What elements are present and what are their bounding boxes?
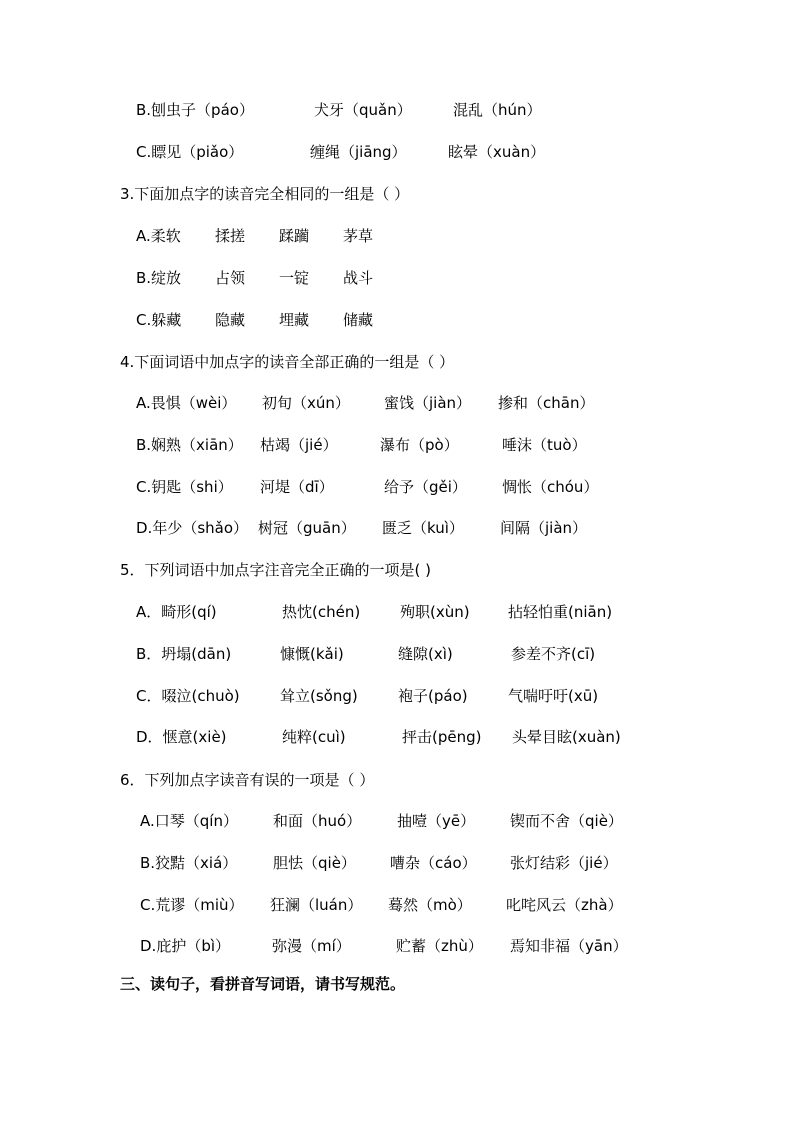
q5-a-word-3: 殉职(xùn) bbox=[400, 603, 470, 621]
q6-option-b bbox=[0, 851, 794, 875]
q6-a-word-4: 锲而不舍（qiè） bbox=[510, 812, 623, 830]
q6-c-word-3: 蓦然（mò） bbox=[388, 896, 472, 914]
q6-stem-text: 6．下列加点字读音有误的一项是（ ） bbox=[120, 771, 375, 789]
q2-c-word-1: C.瞟见（piǎo） bbox=[136, 143, 244, 161]
q3-a-word-1: A.柔软 bbox=[136, 227, 181, 245]
q3-option-b bbox=[0, 266, 794, 290]
q3-b-word-2: 占领 bbox=[215, 269, 246, 287]
section-3-heading bbox=[0, 972, 794, 996]
q5-stem-text: 5．下列词语中加点字注音完全正确的一项是( ) bbox=[120, 561, 432, 579]
q4-a-word-1: A.畏惧（wèi） bbox=[136, 394, 237, 412]
q4-c-word-4: 惆怅（chóu） bbox=[502, 478, 599, 496]
q6-b-word-4: 张灯结彩（jié） bbox=[510, 854, 618, 872]
q5-b-word-2: 慷慨(kǎi) bbox=[280, 645, 344, 663]
q5-b-word-4: 参差不齐(cī) bbox=[511, 645, 596, 663]
q5-c-word-1: C．啜泣(chuò) bbox=[136, 687, 240, 705]
q6-d-word-3: 贮蓄（zhù） bbox=[396, 937, 483, 955]
q6-c-word-2: 狂澜（luán） bbox=[270, 896, 363, 914]
q3-b-word-4: 战斗 bbox=[343, 269, 374, 287]
q4-d-word-2: 树冠（guān） bbox=[258, 519, 356, 537]
q4-c-word-3: 给予（gěi） bbox=[384, 478, 467, 496]
q3-stem-text: 3.下面加点字的读音完全相同的一组是（ ） bbox=[120, 185, 410, 203]
q3-c-word-4: 储藏 bbox=[343, 311, 374, 329]
q2-c-word-3: 眩晕（xuàn） bbox=[448, 143, 546, 161]
q5-stem bbox=[0, 558, 794, 582]
q2-c-word-2: 缠绳（jiāng） bbox=[310, 143, 407, 161]
q5-d-word-3: 抨击(pēng) bbox=[402, 728, 482, 746]
q6-option-c bbox=[0, 893, 794, 917]
q4-option-b bbox=[0, 433, 794, 457]
q5-b-word-3: 缝隙(xì) bbox=[398, 645, 453, 663]
q6-option-a bbox=[0, 809, 794, 833]
q2-option-c bbox=[0, 140, 794, 164]
q4-b-word-4: 唾沫（tuò） bbox=[502, 436, 587, 454]
q2-option-b bbox=[0, 98, 794, 122]
q5-a-word-1: A．畸形(qí) bbox=[136, 603, 217, 621]
q5-d-word-4: 头晕目眩(xuàn) bbox=[512, 728, 621, 746]
q4-stem-text: 4.下面词语中加点字的读音全部正确的一组是（ ） bbox=[120, 353, 455, 371]
section-3-heading-text: 三、读句子，看拼音写词语，请书写规范。 bbox=[120, 975, 406, 993]
q6-option-d bbox=[0, 934, 794, 958]
q6-a-word-2: 和面（huó） bbox=[273, 812, 362, 830]
q4-c-word-2: 河堤（dī） bbox=[260, 478, 334, 496]
q6-c-word-1: C.荒谬（miù） bbox=[140, 896, 244, 914]
q4-option-a bbox=[0, 391, 794, 415]
q6-d-word-4: 焉知非福（yān） bbox=[510, 937, 628, 955]
q6-c-word-4: 叱咤风云（zhà） bbox=[506, 896, 623, 914]
q3-a-word-2: 揉搓 bbox=[215, 227, 246, 245]
q5-option-c bbox=[0, 684, 794, 708]
q6-b-word-3: 嘈杂（cáo） bbox=[390, 854, 477, 872]
q2-b-word-1: B.刨虫子（páo） bbox=[136, 101, 254, 119]
q4-b-word-1: B.娴熟（xiān） bbox=[136, 436, 243, 454]
q5-c-word-2: 耸立(sǒng) bbox=[280, 687, 358, 705]
q3-c-word-1: C.躲藏 bbox=[136, 311, 182, 329]
q4-b-word-3: 瀑布（pò） bbox=[380, 436, 459, 454]
q4-c-word-1: C.钥匙（shi） bbox=[136, 478, 233, 496]
q3-option-a bbox=[0, 224, 794, 248]
q5-d-word-2: 纯粹(cuì) bbox=[282, 728, 346, 746]
q4-d-word-4: 间隔（jiàn） bbox=[500, 519, 588, 537]
q4-d-word-3: 匮乏（kuì） bbox=[382, 519, 464, 537]
q4-a-word-2: 初旬（xún） bbox=[262, 394, 350, 412]
q6-a-word-1: A.口琴（qín） bbox=[140, 812, 238, 830]
q5-b-word-1: B．坍塌(dān) bbox=[136, 645, 232, 663]
q6-b-word-2: 胆怯（qiè） bbox=[273, 854, 356, 872]
q5-option-a bbox=[0, 600, 794, 624]
q3-b-word-1: B.绽放 bbox=[136, 269, 182, 287]
q6-a-word-3: 抽噎（yē） bbox=[397, 812, 476, 830]
q4-d-word-1: D.年少（shǎo） bbox=[136, 519, 249, 537]
q5-a-word-4: 拈轻怕重(niān) bbox=[508, 603, 613, 621]
q6-b-word-1: B.狡黠（xiá） bbox=[140, 854, 238, 872]
q3-option-c bbox=[0, 308, 794, 332]
q6-stem bbox=[0, 768, 794, 792]
q4-a-word-3: 蜜饯（jiàn） bbox=[384, 394, 472, 412]
q5-a-word-2: 热忱(chén) bbox=[282, 603, 361, 621]
q3-a-word-3: 蹂躏 bbox=[279, 227, 310, 245]
q3-b-word-3: 一锭 bbox=[279, 269, 310, 287]
q5-option-d bbox=[0, 725, 794, 749]
q6-d-word-2: 弥漫（mí） bbox=[272, 937, 351, 955]
q4-stem bbox=[0, 350, 794, 374]
q4-option-c bbox=[0, 475, 794, 499]
q5-c-word-3: 袍子(páo) bbox=[398, 687, 468, 705]
q2-b-word-3: 混乱（hún） bbox=[453, 101, 542, 119]
q6-d-word-1: D.庇护（bì） bbox=[140, 937, 231, 955]
q5-c-word-4: 气喘吁吁(xū) bbox=[508, 687, 599, 705]
q3-c-word-3: 埋藏 bbox=[279, 311, 310, 329]
q3-stem bbox=[0, 182, 794, 206]
q3-c-word-2: 隐藏 bbox=[215, 311, 246, 329]
q4-option-d bbox=[0, 516, 794, 540]
q5-option-b bbox=[0, 642, 794, 666]
q5-d-word-1: D．惬意(xiè) bbox=[136, 728, 227, 746]
q3-a-word-4: 茅草 bbox=[343, 227, 374, 245]
q4-a-word-4: 掺和（chān） bbox=[498, 394, 595, 412]
q4-b-word-2: 枯竭（jié） bbox=[260, 436, 338, 454]
q2-b-word-2: 犬牙（quǎn） bbox=[314, 101, 412, 119]
